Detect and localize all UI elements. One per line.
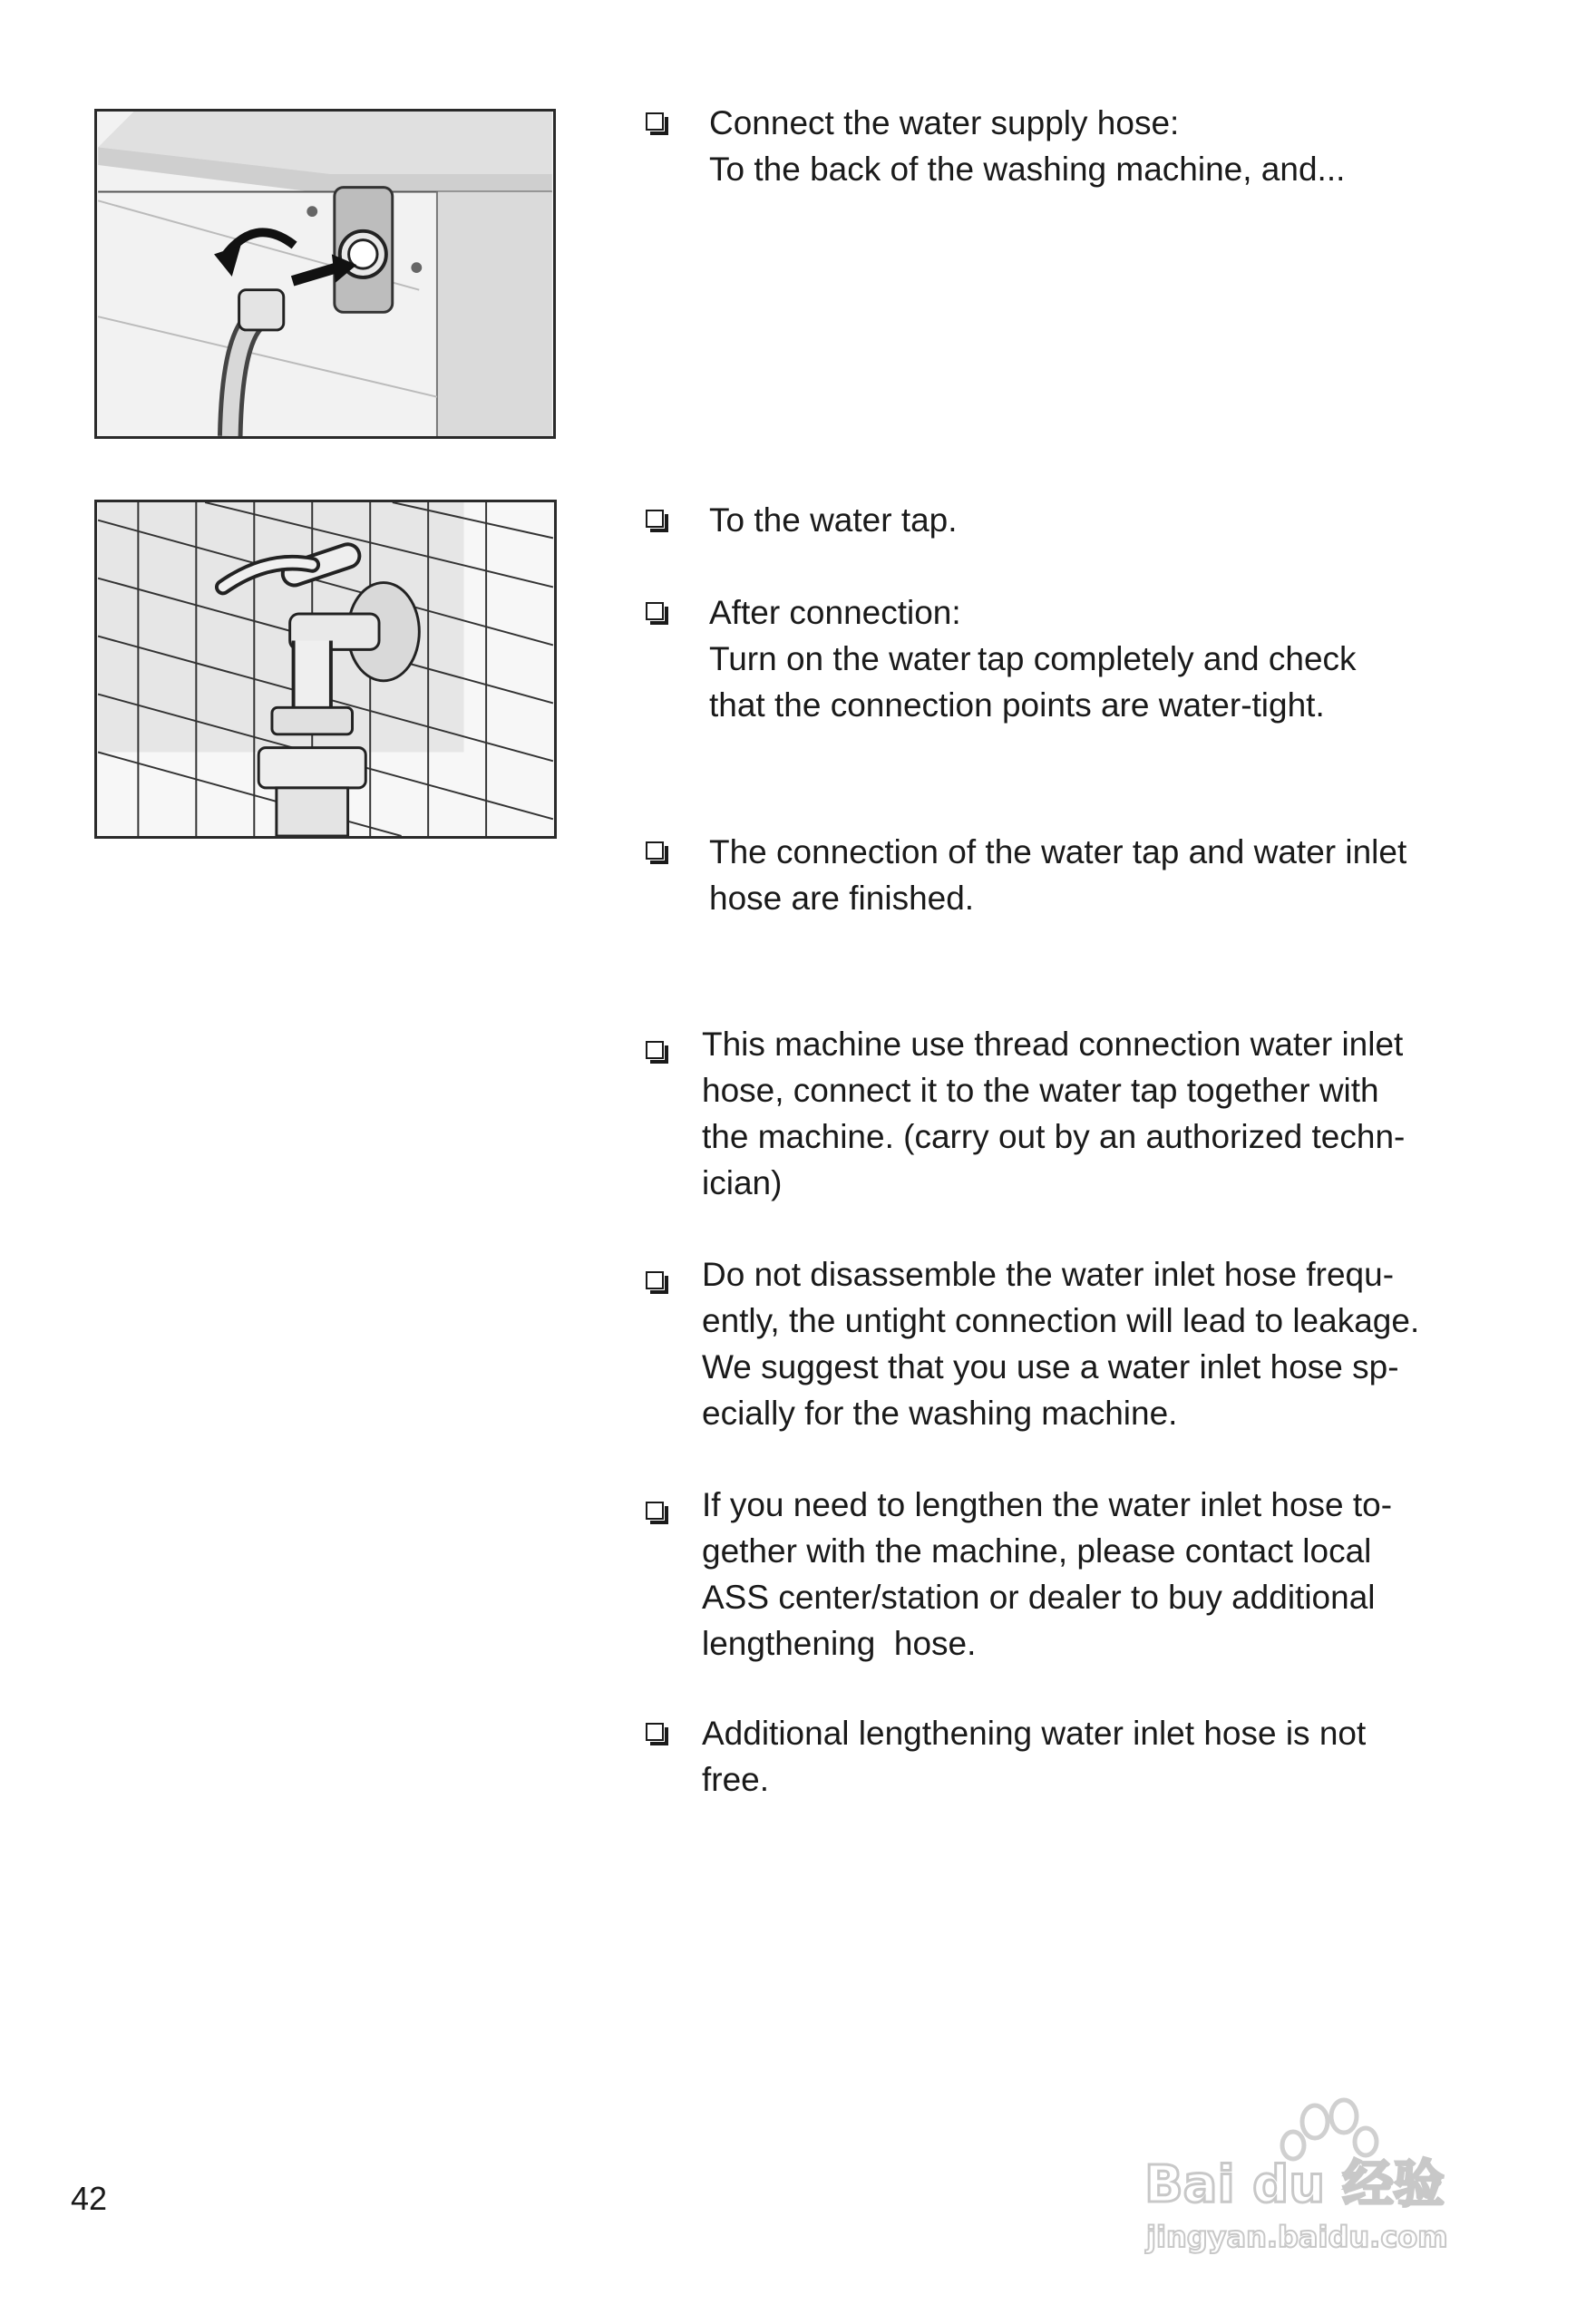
checkbox-bullet-icon xyxy=(646,1723,664,1741)
instruction-line: To the water tap. xyxy=(709,501,958,539)
checkbox-bullet-icon xyxy=(646,510,664,528)
instruction-item xyxy=(646,1251,1552,1436)
checkbox-bullet-icon xyxy=(646,602,664,620)
instruction-line: gether with the machine, please contact local xyxy=(702,1532,1372,1570)
instruction-line: Additional lengthening water inlet hose is not xyxy=(702,1715,1367,1752)
instruction-line: This machine use thread connection water inlet xyxy=(702,1026,1404,1063)
instruction-line: ently, the untight connection will lead to leakage. xyxy=(702,1302,1420,1339)
checkbox-bullet-icon xyxy=(646,1502,664,1520)
instruction-line: ecially for the washing machine. xyxy=(702,1395,1178,1432)
baidu-watermark xyxy=(1134,2076,1514,2258)
instruction-line: We suggest that you use a water inlet hose sp- xyxy=(702,1348,1399,1385)
instruction-line: The connection of the water tap and water inlet xyxy=(709,833,1407,870)
instruction-line: free. xyxy=(702,1761,770,1798)
checkbox-bullet-icon xyxy=(646,1041,664,1059)
instruction-item xyxy=(646,497,1552,543)
watermark-brand: Bai du 经验 xyxy=(1144,2155,1445,2214)
instruction-line: lengthening hose. xyxy=(702,1625,977,1662)
baidu-paw-logo-icon xyxy=(1134,2076,1514,2258)
instruction-item xyxy=(646,829,1552,921)
instruction-line: the machine. (carry out by an authorized techn- xyxy=(702,1118,1406,1155)
instruction-line: hose are finished. xyxy=(709,880,975,917)
instruction-item xyxy=(646,100,1552,192)
hose-connection-icon xyxy=(97,112,553,436)
instruction-line: Connect the water supply hose: xyxy=(709,104,1180,141)
instruction-line: If you need to lengthen the water inlet hose to- xyxy=(702,1486,1393,1523)
checkbox-bullet-icon xyxy=(646,841,664,860)
instruction-line: hose, connect it to the water tap together with xyxy=(702,1072,1379,1109)
instruction-line: Do not disassemble the water inlet hose frequ- xyxy=(702,1256,1395,1293)
water-tap-icon xyxy=(97,502,554,836)
instruction-item xyxy=(646,1710,1552,1803)
instruction-item xyxy=(646,1021,1552,1206)
instruction-line: ASS center/station or dealer to buy additional xyxy=(702,1579,1376,1616)
hose-to-tap-figure xyxy=(94,500,557,839)
instruction-line: After connection: xyxy=(709,594,961,631)
page-number: 42 xyxy=(71,2180,108,2217)
watermark-url: jingyan.baidu.com xyxy=(1146,2220,1448,2254)
checkbox-bullet-icon xyxy=(646,112,664,131)
checkbox-bullet-icon xyxy=(646,1271,664,1289)
instruction-line: ician) xyxy=(702,1164,783,1201)
instruction-line: Turn on the water tap completely and check xyxy=(709,640,1357,677)
hose-to-machine-figure xyxy=(94,109,556,439)
instruction-line: To the back of the washing machine, and... xyxy=(709,151,1346,188)
instruction-item xyxy=(646,1482,1552,1667)
instruction-line: that the connection points are water-tight. xyxy=(709,686,1325,724)
instruction-item xyxy=(646,589,1552,728)
